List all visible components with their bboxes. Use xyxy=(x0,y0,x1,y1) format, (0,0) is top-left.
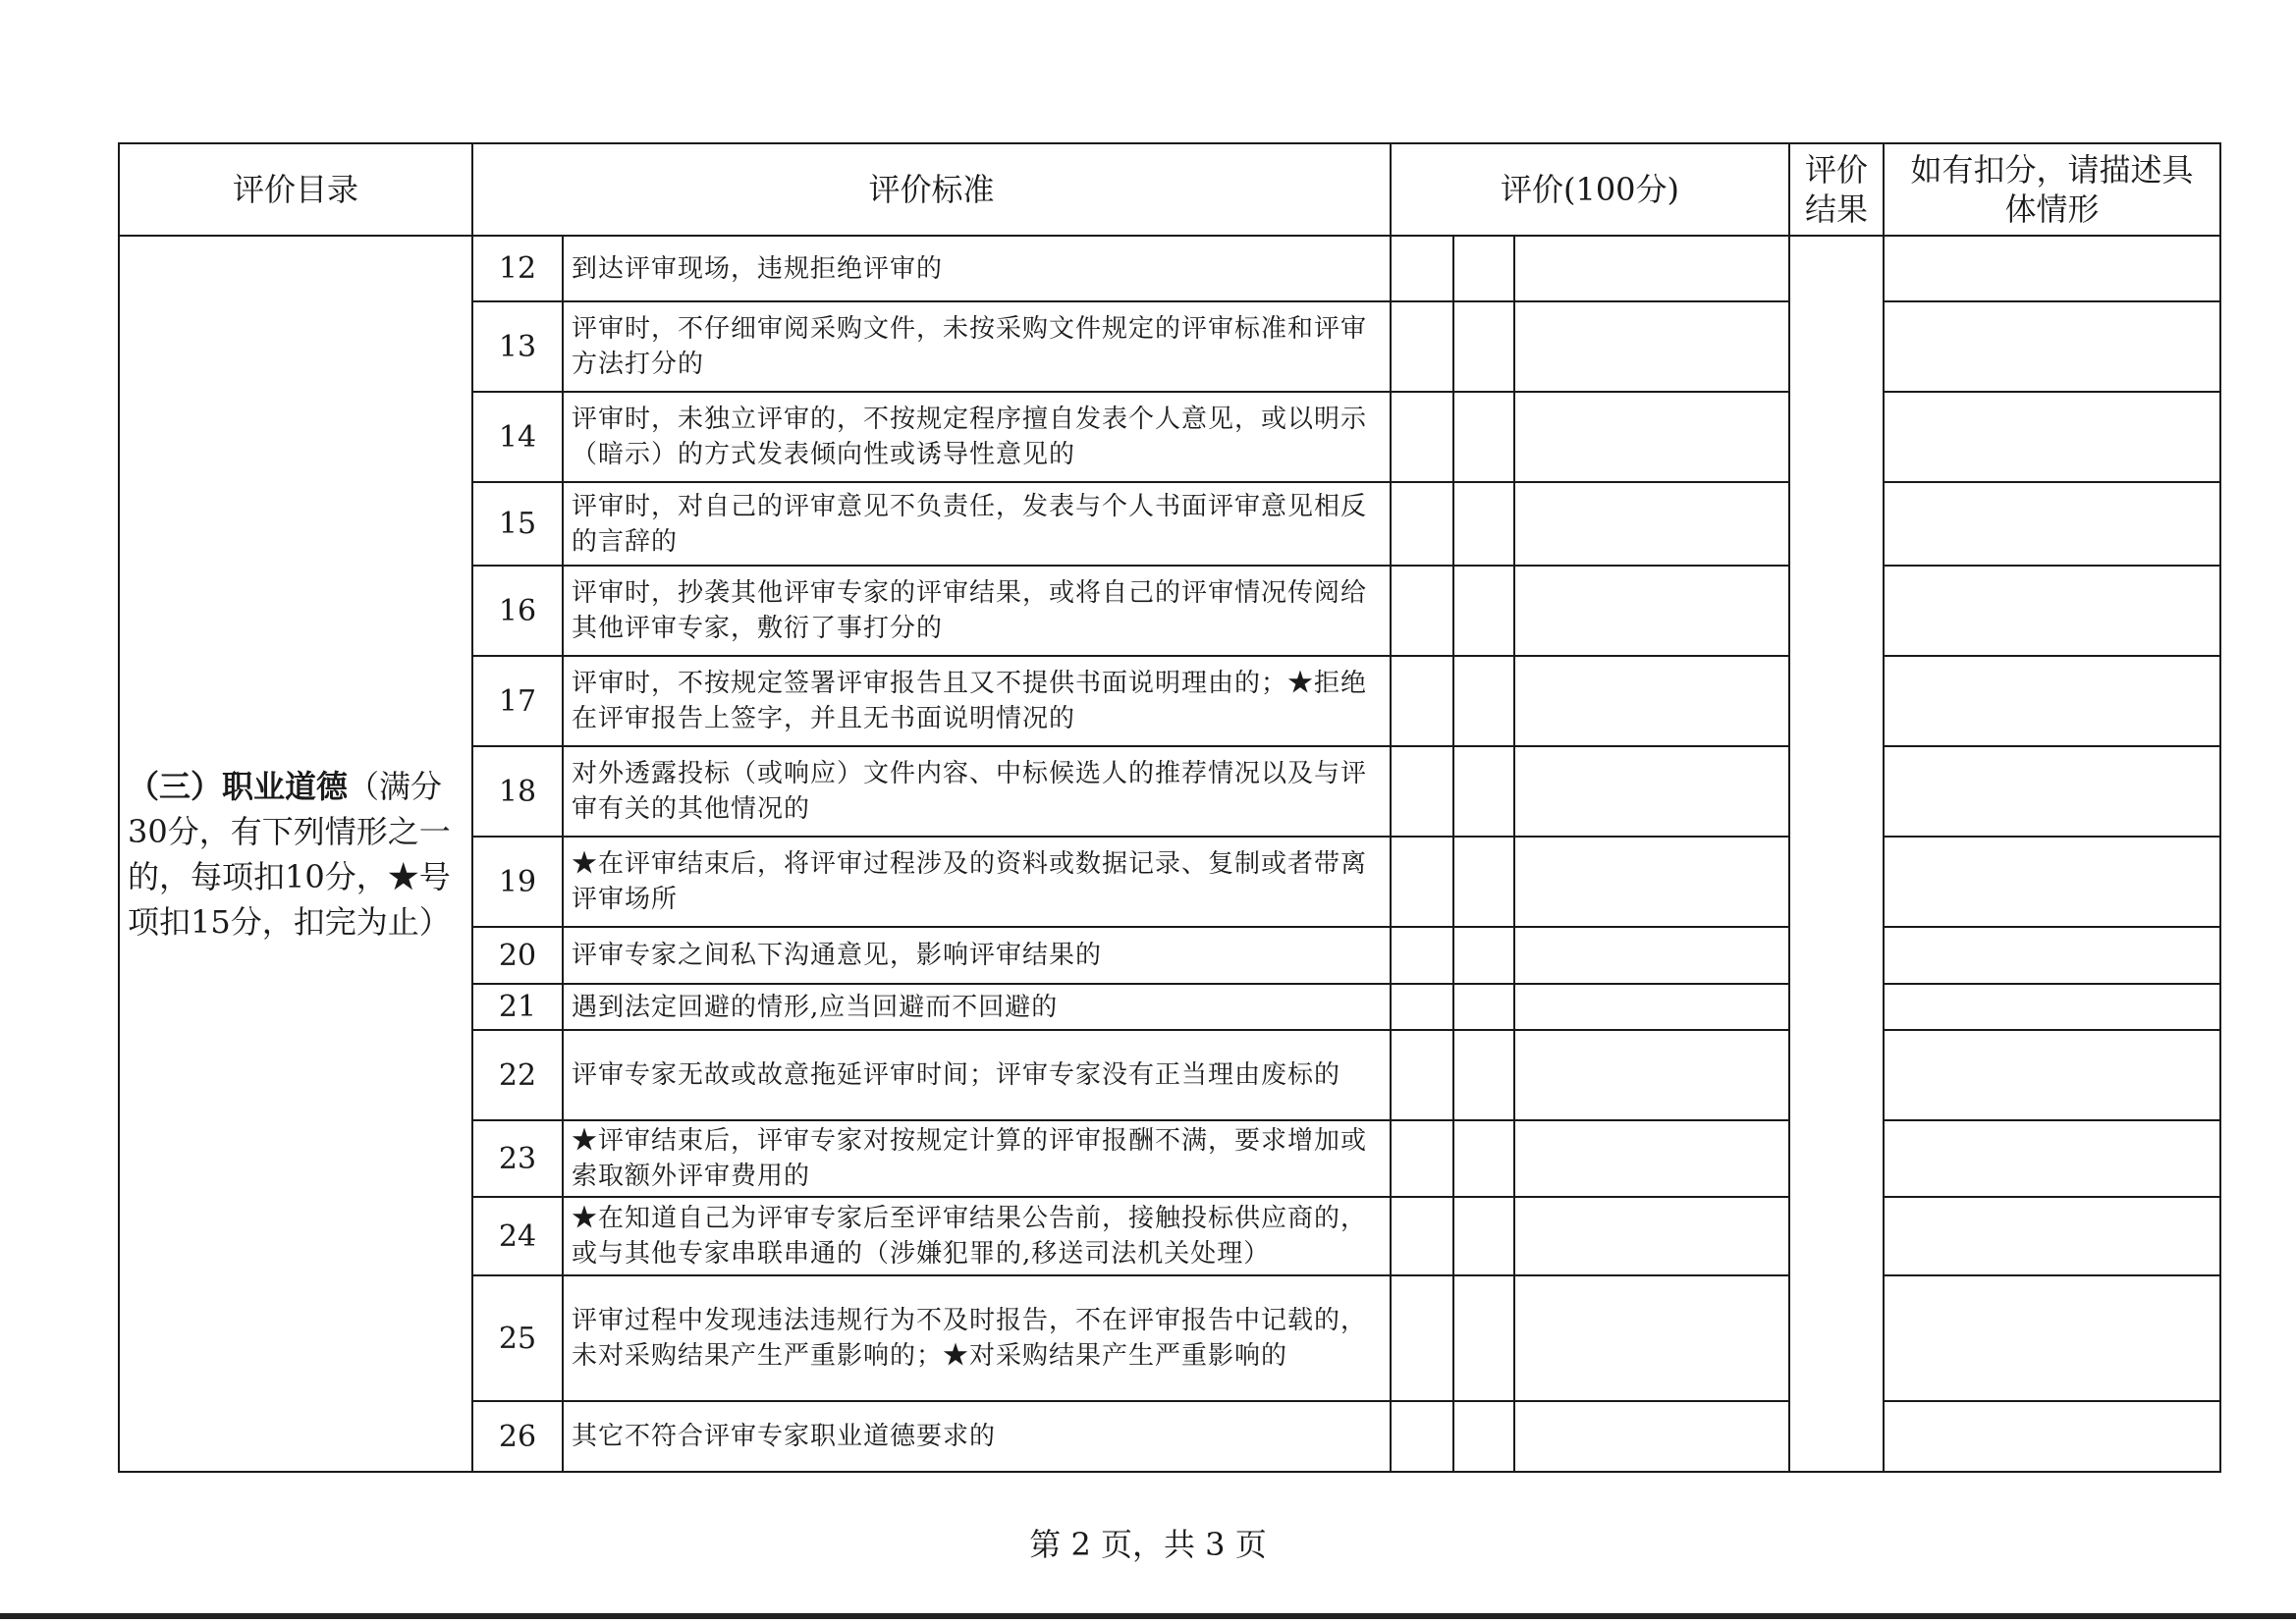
score-cell-c[interactable] xyxy=(1514,1197,1789,1275)
score-cell-a[interactable] xyxy=(1391,656,1453,746)
description-cell[interactable] xyxy=(1884,927,2220,984)
table-body xyxy=(119,236,2220,1472)
header-row xyxy=(119,143,2220,236)
row-number: 23 xyxy=(472,1120,563,1197)
score-cell-a[interactable] xyxy=(1391,1275,1453,1401)
description-cell[interactable] xyxy=(1884,837,2220,927)
criterion-text: 评审时，不仔细审阅采购文件，未按采购文件规定的评审标准和评审方法打分的 xyxy=(563,301,1391,392)
criterion-text: 评审时，对自己的评审意见不负责任，发表与个人书面评审意见相反的言辞的 xyxy=(563,482,1391,566)
description-cell[interactable] xyxy=(1884,1030,2220,1120)
score-cell-b[interactable] xyxy=(1453,984,1514,1030)
description-cell[interactable] xyxy=(1884,392,2220,482)
score-cell-c[interactable] xyxy=(1514,1275,1789,1401)
category-cell xyxy=(119,236,472,1472)
header-catalog: 评价目录 xyxy=(119,143,472,236)
score-cell-a[interactable] xyxy=(1391,746,1453,837)
criterion-text: 到达评审现场，违规拒绝评审的 xyxy=(563,236,1391,301)
score-cell-a[interactable] xyxy=(1391,837,1453,927)
score-cell-b[interactable] xyxy=(1453,746,1514,837)
category-title: （三）职业道德 xyxy=(128,767,349,805)
score-cell-c[interactable] xyxy=(1514,984,1789,1030)
score-cell-b[interactable] xyxy=(1453,566,1514,656)
description-cell[interactable] xyxy=(1884,1401,2220,1472)
description-cell[interactable] xyxy=(1884,1275,2220,1401)
description-cell[interactable] xyxy=(1884,566,2220,656)
description-cell[interactable] xyxy=(1884,1120,2220,1197)
criterion-text: 评审时，未独立评审的，不按规定程序擅自发表个人意见，或以明示（暗示）的方式发表倾向性或诱导性意见的 xyxy=(563,392,1391,482)
score-cell-b[interactable] xyxy=(1453,1275,1514,1401)
row-number: 26 xyxy=(472,1401,563,1472)
score-cell-b[interactable] xyxy=(1453,236,1514,301)
category-note: （满分30分，有下列情形之一的，每项扣10分，★号项扣15分，扣完为止） xyxy=(128,767,451,941)
score-cell-b[interactable] xyxy=(1453,927,1514,984)
score-cell-c[interactable] xyxy=(1514,482,1789,566)
criterion-text: 评审专家之间私下沟通意见，影响评审结果的 xyxy=(563,927,1391,984)
description-cell[interactable] xyxy=(1884,482,2220,566)
criterion-text: ★在知道自己为评审专家后至评审结果公告前，接触投标供应商的，或与其他专家串联串通的（涉嫌犯罪的,移送司法机关处理） xyxy=(563,1197,1391,1275)
score-cell-a[interactable] xyxy=(1391,984,1453,1030)
description-cell[interactable] xyxy=(1884,1197,2220,1275)
score-cell-c[interactable] xyxy=(1514,566,1789,656)
criterion-text: 评审过程中发现违法违规行为不及时报告，不在评审报告中记载的，未对采购结果产生严重影响的；★对采购结果产生严重影响的 xyxy=(563,1275,1391,1401)
criterion-text: 评审时，不按规定签署评审报告且又不提供书面说明理由的；★拒绝在评审报告上签字，并且无书面说明情况的 xyxy=(563,656,1391,746)
criterion-text: ★在评审结束后，将评审过程涉及的资料或数据记录、复制或者带离评审场所 xyxy=(563,837,1391,927)
criterion-text: 评审时，抄袭其他评审专家的评审结果，或将自己的评审情况传阅给其他评审专家，敷衍了事打分的 xyxy=(563,566,1391,656)
score-cell-b[interactable] xyxy=(1453,1197,1514,1275)
criterion-text: ★评审结束后，评审专家对按规定计算的评审报酬不满，要求增加或索取额外评审费用的 xyxy=(563,1120,1391,1197)
header-score: 评价(100分) xyxy=(1391,143,1789,236)
row-number: 15 xyxy=(472,482,563,566)
description-cell[interactable] xyxy=(1884,984,2220,1030)
row-number: 14 xyxy=(472,392,563,482)
header-result: 评价结果 xyxy=(1789,143,1884,236)
row-number: 16 xyxy=(472,566,563,656)
score-cell-b[interactable] xyxy=(1453,301,1514,392)
table-row xyxy=(119,236,2220,301)
criterion-text: 遇到法定回避的情形,应当回避而不回避的 xyxy=(563,984,1391,1030)
score-cell-b[interactable] xyxy=(1453,1030,1514,1120)
row-number: 12 xyxy=(472,236,563,301)
row-number: 17 xyxy=(472,656,563,746)
row-number: 13 xyxy=(472,301,563,392)
score-cell-c[interactable] xyxy=(1514,236,1789,301)
criterion-text: 评审专家无故或故意拖延评审时间；评审专家没有正当理由废标的 xyxy=(563,1030,1391,1120)
score-cell-c[interactable] xyxy=(1514,1401,1789,1472)
score-cell-c[interactable] xyxy=(1514,301,1789,392)
score-cell-c[interactable] xyxy=(1514,392,1789,482)
score-cell-b[interactable] xyxy=(1453,482,1514,566)
page-number: 第 2 页，共 3 页 xyxy=(1029,1526,1267,1563)
evaluation-table xyxy=(118,142,2221,1473)
score-cell-c[interactable] xyxy=(1514,656,1789,746)
score-cell-c[interactable] xyxy=(1514,927,1789,984)
score-cell-b[interactable] xyxy=(1453,392,1514,482)
row-number: 21 xyxy=(472,984,563,1030)
row-number: 25 xyxy=(472,1275,563,1401)
score-cell-b[interactable] xyxy=(1453,656,1514,746)
score-cell-a[interactable] xyxy=(1391,927,1453,984)
score-cell-c[interactable] xyxy=(1514,1120,1789,1197)
description-cell[interactable] xyxy=(1884,746,2220,837)
score-cell-c[interactable] xyxy=(1514,1030,1789,1120)
score-cell-b[interactable] xyxy=(1453,1401,1514,1472)
score-cell-a[interactable] xyxy=(1391,1197,1453,1275)
row-number: 24 xyxy=(472,1197,563,1275)
description-cell[interactable] xyxy=(1884,656,2220,746)
score-cell-c[interactable] xyxy=(1514,746,1789,837)
header-standard: 评价标准 xyxy=(472,143,1391,236)
score-cell-a[interactable] xyxy=(1391,301,1453,392)
score-cell-b[interactable] xyxy=(1453,837,1514,927)
score-cell-b[interactable] xyxy=(1453,1120,1514,1197)
row-number: 18 xyxy=(472,746,563,837)
criterion-text: 对外透露投标（或响应）文件内容、中标候选人的推荐情况以及与评审有关的其他情况的 xyxy=(563,746,1391,837)
score-cell-a[interactable] xyxy=(1391,1401,1453,1472)
score-cell-a[interactable] xyxy=(1391,392,1453,482)
score-cell-a[interactable] xyxy=(1391,566,1453,656)
score-cell-a[interactable] xyxy=(1391,1030,1453,1120)
score-cell-a[interactable] xyxy=(1391,1120,1453,1197)
score-cell-a[interactable] xyxy=(1391,236,1453,301)
score-cell-c[interactable] xyxy=(1514,837,1789,927)
row-number: 19 xyxy=(472,837,563,927)
bottom-rule xyxy=(0,1613,2296,1619)
row-number: 20 xyxy=(472,927,563,984)
criterion-text: 其它不符合评审专家职业道德要求的 xyxy=(563,1401,1391,1472)
result-cell[interactable] xyxy=(1789,236,1884,1472)
description-cell[interactable] xyxy=(1884,236,2220,301)
row-number: 22 xyxy=(472,1030,563,1120)
header-description: 如有扣分，请描述具体情形 xyxy=(1884,143,2220,236)
description-cell[interactable] xyxy=(1884,301,2220,392)
score-cell-a[interactable] xyxy=(1391,482,1453,566)
